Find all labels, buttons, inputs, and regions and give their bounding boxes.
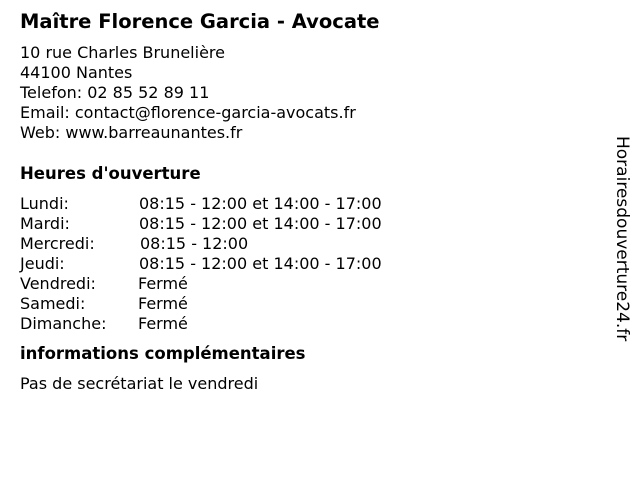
hours-row-sunday [20,314,600,334]
street-address: 10 rue Charles Brunelière [20,43,225,62]
business-title: Maître Florence Garcia - Avocate [20,10,380,33]
hours-row-wednesday [20,234,600,254]
day-label: Jeudi: [20,254,65,273]
hours-value: 08:15 - 12:00 et 14:00 - 17:00 [139,254,382,273]
hours-row-monday [20,194,600,214]
hours-value: 08:15 - 12:00 et 14:00 - 17:00 [139,194,382,213]
hours-row-thursday [20,254,600,274]
hours-row-friday [20,274,600,294]
day-label: Samedi: [20,294,86,313]
hours-heading: Heures d'ouverture [20,164,201,183]
email-address: Email: contact@florence-garcia-avocats.fr [20,103,356,122]
hours-value: Fermé [138,274,188,293]
contact-block [20,43,600,143]
day-label: Mercredi: [20,234,95,253]
hours-value: Fermé [138,314,188,333]
info-heading: informations complémentaires [20,344,306,363]
hours-row-saturday [20,294,600,314]
day-label: Dimanche: [20,314,107,333]
hours-value: 08:15 - 12:00 [140,234,249,253]
business-card [20,10,600,394]
day-label: Vendredi: [20,274,96,293]
hours-value: 08:15 - 12:00 et 14:00 - 17:00 [139,214,382,233]
hours-row-tuesday [20,214,600,234]
day-label: Lundi: [20,194,69,213]
website-address: Web: www.barreaunantes.fr [20,123,243,142]
site-watermark: Horairesdouverture24.fr [612,136,632,342]
opening-hours-table [20,194,600,334]
hours-value: Fermé [138,294,188,313]
day-label: Mardi: [20,214,70,233]
info-text: Pas de secrétariat le vendredi [20,374,259,393]
phone-number: Telefon: 02 85 52 89 11 [20,83,210,102]
city-postcode: 44100 Nantes [20,63,133,82]
